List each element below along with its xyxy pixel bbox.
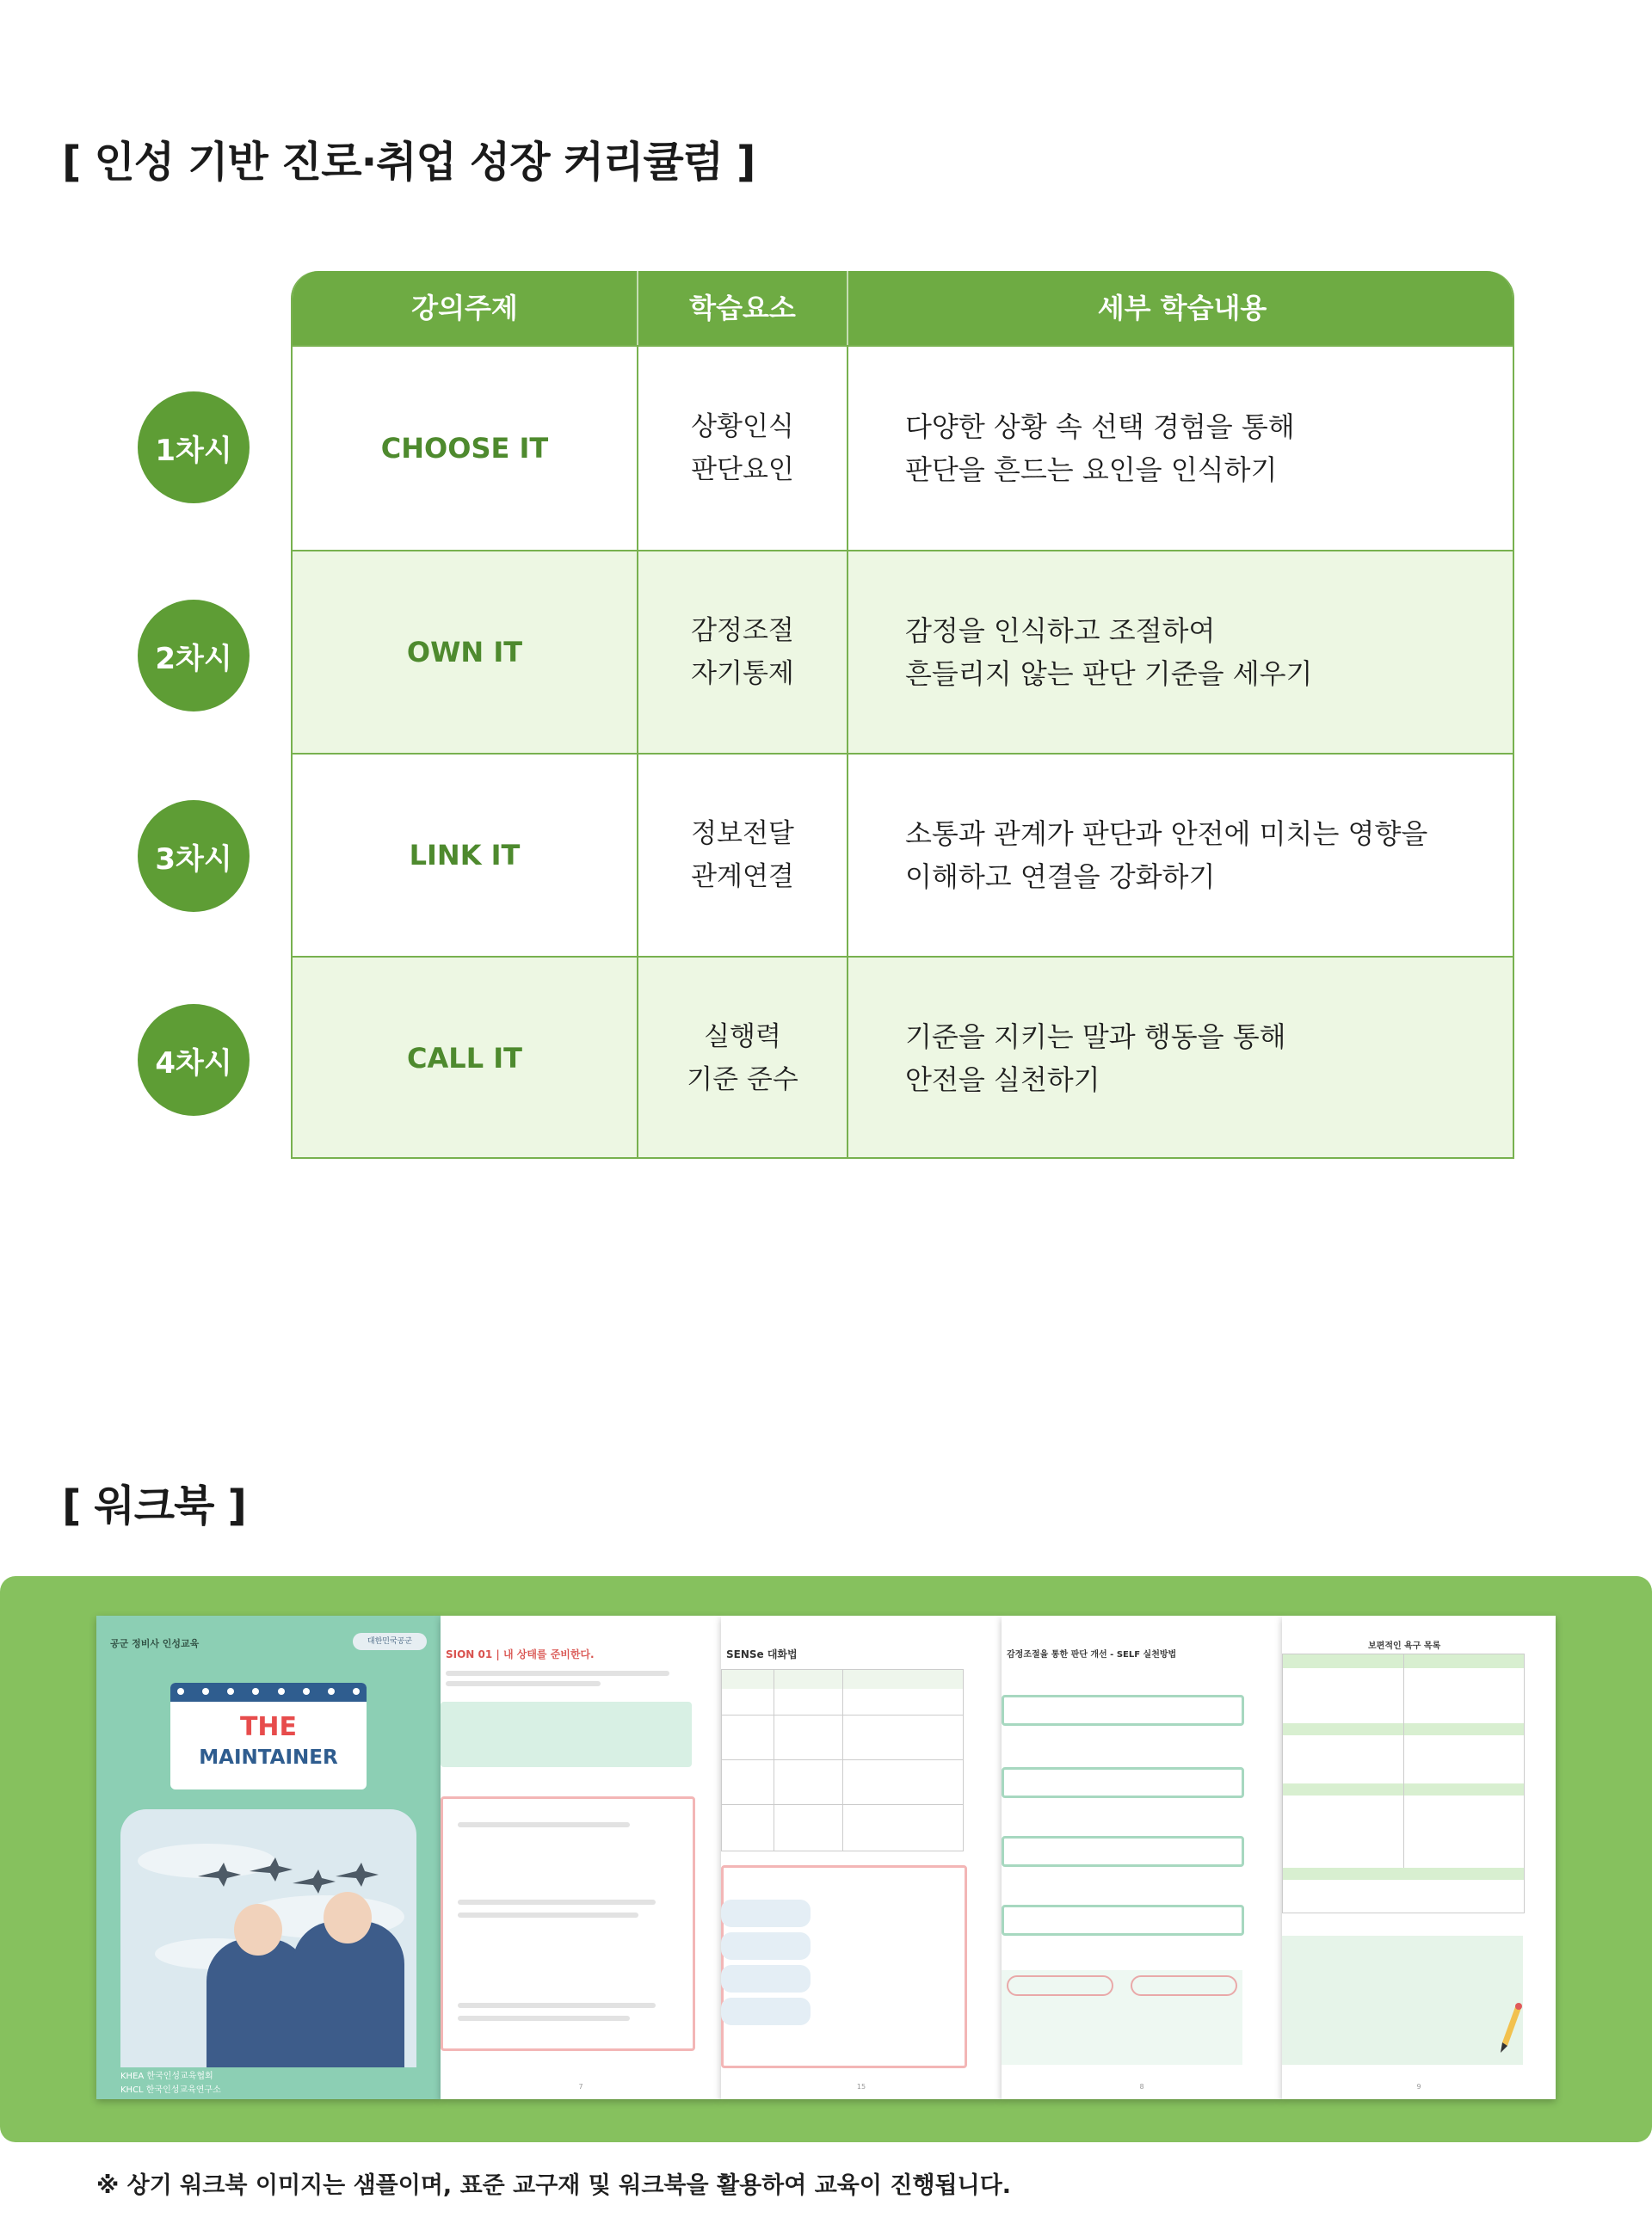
topic-cell: CALL IT bbox=[407, 1042, 522, 1075]
curriculum-table bbox=[291, 271, 1514, 1159]
cover-title-line1: THE bbox=[239, 1712, 298, 1742]
page-title: 감정조절을 통한 판단 개선 - SELF 실천방법 bbox=[1007, 1650, 1177, 1660]
topic-cell: CHOOSE IT bbox=[380, 432, 549, 465]
header-elements: 학습요소 bbox=[689, 292, 796, 324]
workbook-page-image: SION 01 | 내 상태를 준비한다. 7 bbox=[441, 1616, 721, 2099]
cover-title-line2: MAINTAINER bbox=[199, 1746, 338, 1769]
workbook-note: ※ 상기 워크북 이미지는 샘플이며, 표준 교구재 및 워크북을 활용하여 교육이 진행됩니다. bbox=[96, 2172, 1012, 2199]
workbook-page-image: 감정조절을 통한 판단 개선 - SELF 실천방법 8 bbox=[1002, 1616, 1282, 2099]
calendar-title-card bbox=[170, 1683, 367, 1789]
topic-cell: LINK IT bbox=[409, 839, 521, 872]
workbook-page-image: 보편적인 욕구 목록 9 bbox=[1282, 1616, 1556, 2099]
session-badge: 4차시 bbox=[138, 1004, 250, 1116]
details-cell: 다양한 상황 속 선택 경험을 통해 판단을 흔드는 요인을 인식하기 bbox=[905, 410, 1295, 486]
header-details: 세부 학습내용 bbox=[1097, 292, 1267, 324]
details-cell: 소통과 관계가 판단과 안전에 미치는 영향을 이해하고 연결을 강화하기 bbox=[905, 817, 1428, 893]
page-title: 보편적인 욕구 목록 bbox=[1368, 1642, 1441, 1651]
elements-cell: 감정조절 자기통제 bbox=[691, 615, 794, 689]
table-row bbox=[293, 345, 1513, 550]
header-topic: 강의주제 bbox=[411, 292, 518, 324]
table-row bbox=[293, 550, 1513, 753]
table-header bbox=[293, 271, 1513, 345]
details-cell: 기준을 지키는 말과 행동을 통해 안전을 실천하기 bbox=[905, 1020, 1286, 1096]
table-row bbox=[293, 956, 1513, 1159]
workbook-page-image: SENSe 대화법 15 bbox=[721, 1616, 1002, 2099]
workbook-cover-image bbox=[96, 1616, 441, 2099]
publisher-1: KHEA 한국인성교육협회 bbox=[120, 2072, 213, 2081]
air-force-logo: 대한민국공군 bbox=[353, 1633, 427, 1650]
details-cell: 감정을 인식하고 조절하여 흔들리지 않는 판단 기준을 세우기 bbox=[905, 614, 1313, 690]
elements-cell: 상황인식 판단요인 bbox=[691, 411, 794, 485]
session-badge: 2차시 bbox=[138, 600, 250, 711]
cover-publishers bbox=[120, 2070, 221, 2097]
cover-top-label: 공군 정비사 인성교육 bbox=[110, 1638, 200, 1649]
pencil-icon bbox=[1497, 2003, 1523, 2054]
session-badge: 1차시 bbox=[138, 391, 250, 503]
session-badge: 3차시 bbox=[138, 800, 250, 912]
elements-cell: 실행력 기준 준수 bbox=[687, 1021, 798, 1095]
page-title: SENSe 대화법 bbox=[726, 1648, 798, 1660]
table-row bbox=[293, 753, 1513, 956]
curriculum-title: [ 인성 기반 진로·취업 성장 커리큘럼 ] bbox=[62, 138, 755, 187]
page-title: SION 01 | 내 상태를 준비한다. bbox=[446, 1648, 595, 1660]
cover-illustration bbox=[120, 1809, 416, 2067]
publisher-2: KHCL 한국인성교육연구소 bbox=[120, 2085, 221, 2095]
elements-cell: 정보전달 관계연결 bbox=[691, 818, 794, 892]
workbook-title: [ 워크북 ] bbox=[62, 1481, 246, 1531]
topic-cell: OWN IT bbox=[406, 636, 523, 668]
